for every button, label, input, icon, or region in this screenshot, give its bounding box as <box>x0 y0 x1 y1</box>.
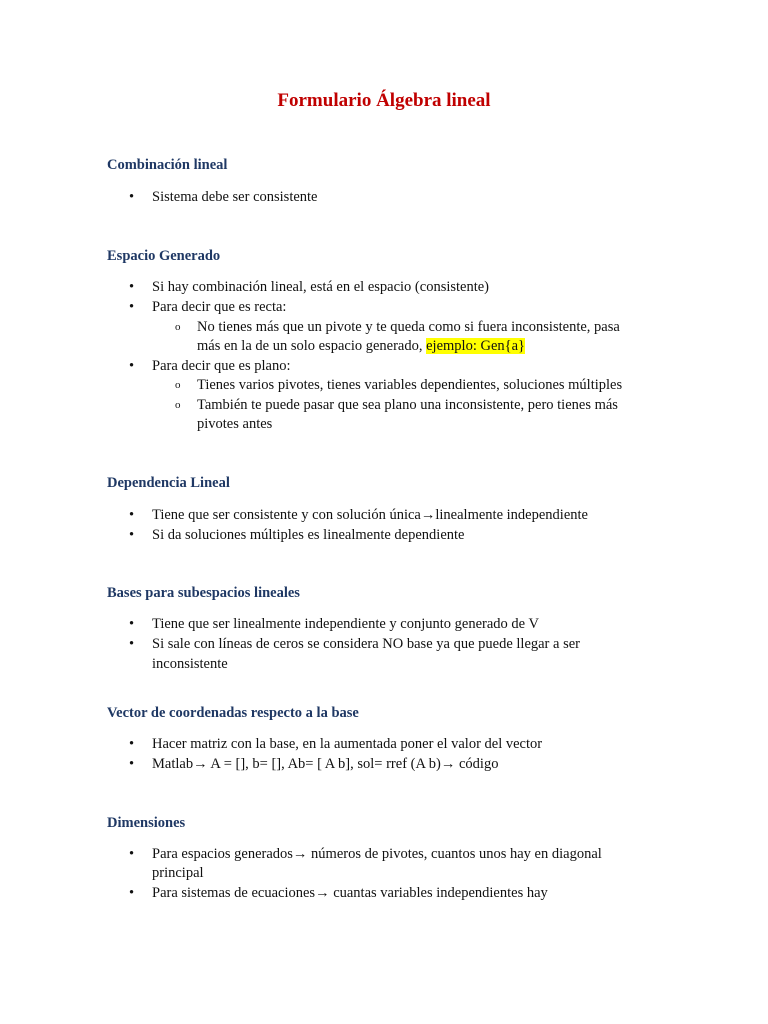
sub-list-item: No tienes más que un pivote y te queda como si fuera inconsistente, pasa <box>197 319 620 335</box>
sub-list-item: Tienes varios pivotes, tienes variables dependientes, soluciones múltiples <box>197 377 623 393</box>
section-heading: Bases para subespacios lineales <box>107 585 300 601</box>
list-item <box>152 506 588 524</box>
list-item-continuation: inconsistente <box>152 656 228 672</box>
section-heading: Dependencia Lineal <box>107 475 230 491</box>
sub-bullet: o <box>175 321 181 333</box>
list-item-text: Para sistemas de ecuaciones <box>152 885 316 901</box>
sub-list-item: También te puede pasar que sea plano una inconsistente, pero tienes más <box>197 397 618 413</box>
list-item: Para decir que es plano: <box>152 358 291 374</box>
list-item: Si hay combinación lineal, está en el espacio (consistente) <box>152 279 490 295</box>
list-item-text: Matlab <box>152 756 194 772</box>
sub-bullet: o <box>175 379 181 391</box>
bullet: • <box>129 885 135 901</box>
list-item: Para decir que es recta: <box>152 299 287 315</box>
arrow-icon: → <box>292 846 308 862</box>
list-item: Hacer matriz con la base, en la aumentada poner el valor del vector <box>152 736 543 752</box>
list-item: Sistema debe ser consistente <box>152 189 318 205</box>
highlighted-example: ejemplo: Gen{a} <box>426 338 525 354</box>
sub-list-item-text: más en la de un solo espacio generado, <box>197 338 427 354</box>
sub-list-item-continuation: pivotes antes <box>197 416 273 432</box>
bullet: • <box>129 507 135 523</box>
list-item <box>152 845 602 863</box>
arrow-icon: → <box>193 756 208 772</box>
list-item-text: cuantas variables independientes hay <box>329 885 548 901</box>
list-item-text: Para espacios generados <box>152 846 293 862</box>
bullet: • <box>129 358 135 374</box>
sub-bullet: o <box>175 399 181 411</box>
list-item: Si da soluciones múltiples es linealmente dependiente <box>152 527 465 543</box>
list-item-text: Tiene que ser consistente y con solución única <box>152 507 421 523</box>
list-item-text: linealmente independiente <box>435 507 588 523</box>
arrow-icon: → <box>315 885 330 901</box>
list-item-continuation: principal <box>152 865 204 881</box>
bullet: • <box>129 756 135 772</box>
section-heading: Vector de coordenadas respecto a la base <box>107 705 359 721</box>
bullet: • <box>129 299 135 315</box>
bullet: • <box>129 279 135 295</box>
bullet: • <box>129 189 135 205</box>
section-heading: Dimensiones <box>107 815 186 831</box>
bullet: • <box>129 616 135 632</box>
bullet: • <box>129 846 135 862</box>
page-title: Formulario Álgebra lineal <box>277 90 491 111</box>
section-heading: Espacio Generado <box>107 248 221 264</box>
list-item-text: A = [], b= [], Ab= [ A b], sol= rref (A b) <box>207 756 441 772</box>
bullet: • <box>129 736 135 752</box>
list-item-text: números de pivotes, cuantos unos hay en diagonal <box>307 846 602 862</box>
bullet: • <box>129 527 135 543</box>
bullet: • <box>129 636 135 652</box>
list-item: Tiene que ser linealmente independiente y conjunto generado de V <box>152 616 539 632</box>
arrow-icon: → <box>440 756 456 772</box>
list-item-text: código <box>455 756 499 772</box>
list-item: Si sale con líneas de ceros se considera NO base ya que puede llegar a ser <box>152 636 580 652</box>
list-item <box>152 884 548 902</box>
arrow-icon: → <box>420 507 436 523</box>
sub-list-item-continuation <box>197 337 525 355</box>
list-item <box>152 755 498 773</box>
section-heading: Combinación lineal <box>107 157 228 173</box>
